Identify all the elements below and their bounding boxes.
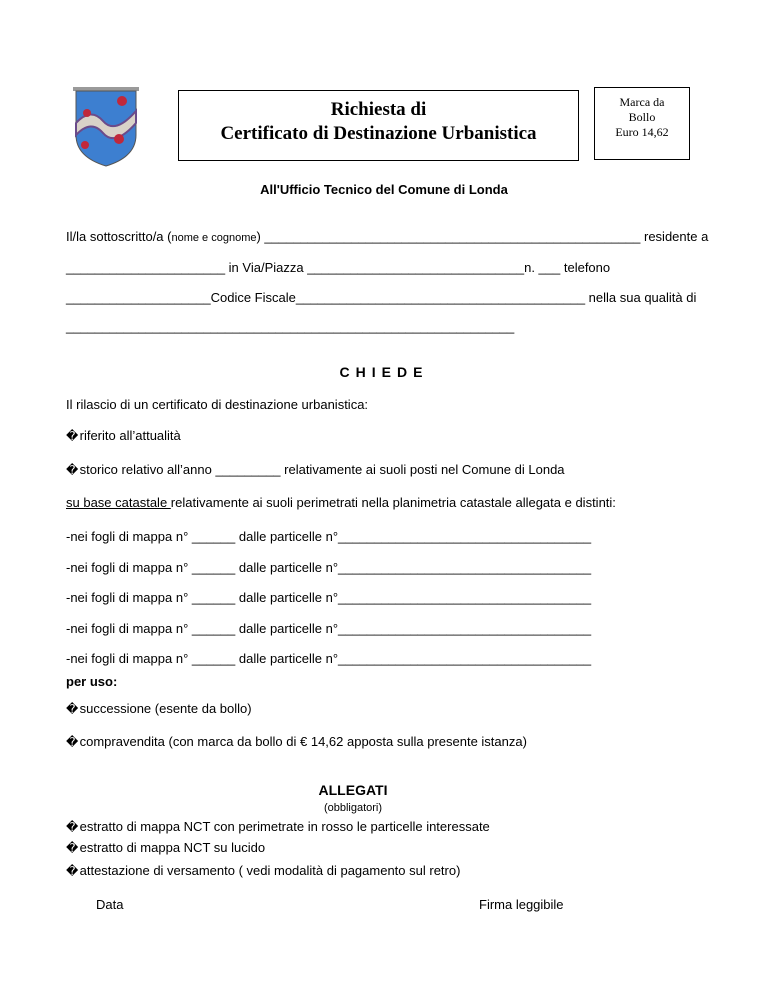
applicant-line-name-prefix: Il/la sottoscritto/a ( bbox=[66, 229, 172, 244]
title-box bbox=[178, 90, 579, 161]
option-current-label: riferito all’attualità bbox=[76, 428, 181, 443]
request-intro: Il rilascio di un certificato di destinazione urbanistica: bbox=[66, 397, 369, 412]
attachment-item[interactable] bbox=[66, 863, 460, 879]
use-option-sale-label: compravendita (con marca da bollo di € 14,62 apposta sulla presente istanza) bbox=[76, 734, 527, 749]
coat-of-arms-icon bbox=[73, 87, 139, 167]
checkbox-icon[interactable]: � bbox=[66, 429, 79, 443]
cadastral-basis-rest: relativamente ai suoli perimetrati nella planimetria catastale allegata e distinti: bbox=[170, 495, 616, 510]
form-title-line2: Certificato di Destinazione Urbanistica bbox=[220, 123, 537, 144]
applicant-line-fiscal-code[interactable]: ____________________Codice Fiscale________________________________________ nella sua qualità di bbox=[66, 290, 697, 305]
stamp-label-line1: Marca da bbox=[619, 95, 665, 109]
use-option-sale[interactable] bbox=[66, 734, 527, 750]
attachments-heading: ALLEGATI bbox=[318, 782, 388, 798]
date-label: Data bbox=[96, 897, 124, 912]
applicant-line-name-hint: nome e cognome bbox=[171, 232, 257, 244]
checkbox-icon[interactable]: � bbox=[66, 864, 79, 878]
applicant-line-address[interactable]: ______________________ in Via/Piazza ______________________________n. ___ telefono bbox=[66, 260, 611, 275]
parcel-line[interactable]: -nei fogli di mappa n° ______ dalle particelle n°___________________________________ bbox=[66, 621, 592, 636]
parcel-line[interactable]: -nei fogli di mappa n° ______ dalle particelle n°___________________________________ bbox=[66, 651, 592, 666]
option-current[interactable] bbox=[66, 428, 181, 444]
use-option-succession-label: successione (esente da bollo) bbox=[76, 701, 252, 716]
applicant-line-name-rest: ) ____________________________________________________ residente a bbox=[256, 229, 709, 244]
signature-label: Firma leggibile bbox=[479, 897, 564, 912]
applicant-line-name[interactable] bbox=[66, 229, 708, 246]
chiede-heading: CHIEDE bbox=[339, 364, 429, 380]
cadastral-basis-underlined: su base catastale bbox=[66, 495, 171, 510]
checkbox-icon[interactable]: � bbox=[66, 820, 79, 834]
attachment-item[interactable] bbox=[66, 840, 265, 856]
parcel-line[interactable]: -nei fogli di mappa n° ______ dalle particelle n°___________________________________ bbox=[66, 560, 592, 575]
stamp-label-line3: Euro 14,62 bbox=[615, 125, 669, 139]
use-option-succession[interactable] bbox=[66, 701, 252, 717]
option-historical[interactable] bbox=[66, 462, 565, 478]
attachment-item-label: estratto di mappa NCT su lucido bbox=[76, 840, 266, 855]
parcel-line[interactable]: -nei fogli di mappa n° ______ dalle particelle n°___________________________________ bbox=[66, 529, 592, 544]
use-label: per uso: bbox=[66, 674, 118, 689]
attachments-subtitle: (obbligatori) bbox=[323, 802, 383, 814]
parcel-line[interactable]: -nei fogli di mappa n° ______ dalle particelle n°___________________________________ bbox=[66, 590, 592, 605]
checkbox-icon[interactable]: � bbox=[66, 702, 79, 716]
revenue-stamp-box bbox=[594, 87, 690, 160]
addressee: All'Ufficio Tecnico del Comune di Londa bbox=[260, 182, 508, 197]
checkbox-icon[interactable]: � bbox=[66, 463, 79, 477]
option-historical-label: storico relativo all’anno _________ relativamente ai suoli posti nel Comune di Londa bbox=[76, 462, 565, 477]
cadastral-basis bbox=[66, 495, 616, 511]
form-title-line1: Richiesta di bbox=[330, 99, 427, 120]
checkbox-icon[interactable]: � bbox=[66, 735, 79, 749]
attachment-item[interactable] bbox=[66, 819, 490, 835]
applicant-line-role[interactable]: ______________________________________________________________ bbox=[66, 319, 515, 334]
stamp-label-line2: Bollo bbox=[628, 110, 656, 124]
attachment-item-label: estratto di mappa NCT con perimetrate in rosso le particelle interessate bbox=[76, 819, 490, 834]
checkbox-icon[interactable]: � bbox=[66, 841, 79, 855]
attachment-item-label: attestazione di versamento ( vedi modalità di pagamento sul retro) bbox=[76, 863, 461, 878]
